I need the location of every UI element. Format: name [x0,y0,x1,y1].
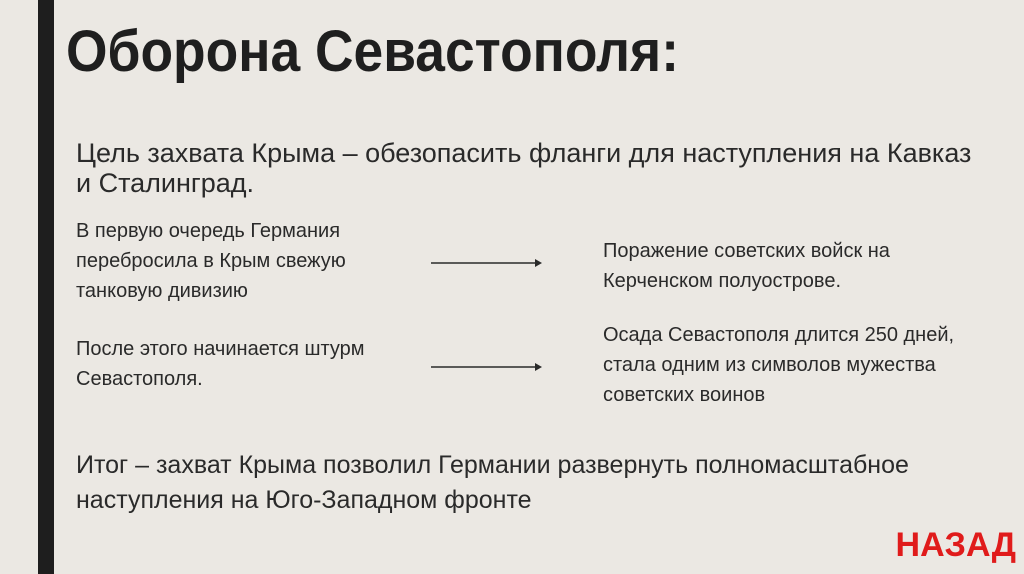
goal-text: Цель захвата Крыма – обезопасить фланги для наступления на Кавказ и Сталинград. [76,138,972,198]
effect-text-2: Осада Севастополя длится 250 дней, стала одним из символов мужества советских воинов [603,324,955,406]
back-button[interactable]: НАЗАД [895,526,1016,564]
summary-text: Итог – захват Крыма позволил Германии развернуть полномасштабное наступления на Юго-Западном фронте [76,451,909,514]
accent-bar [38,0,54,574]
arrow-right-icon [431,256,543,270]
arrow-right-icon [431,360,543,374]
cause-text-2: После этого начинается штурм Севастополя. [76,338,365,390]
cause-text-1: В первую очередь Германия перебросила в Крым свежую танковую дивизию [76,220,346,302]
effect-text-1: Поражение советских войск на Керченском полуострове. [603,240,890,292]
slide-title: Оборона Севастополя: [66,19,679,84]
